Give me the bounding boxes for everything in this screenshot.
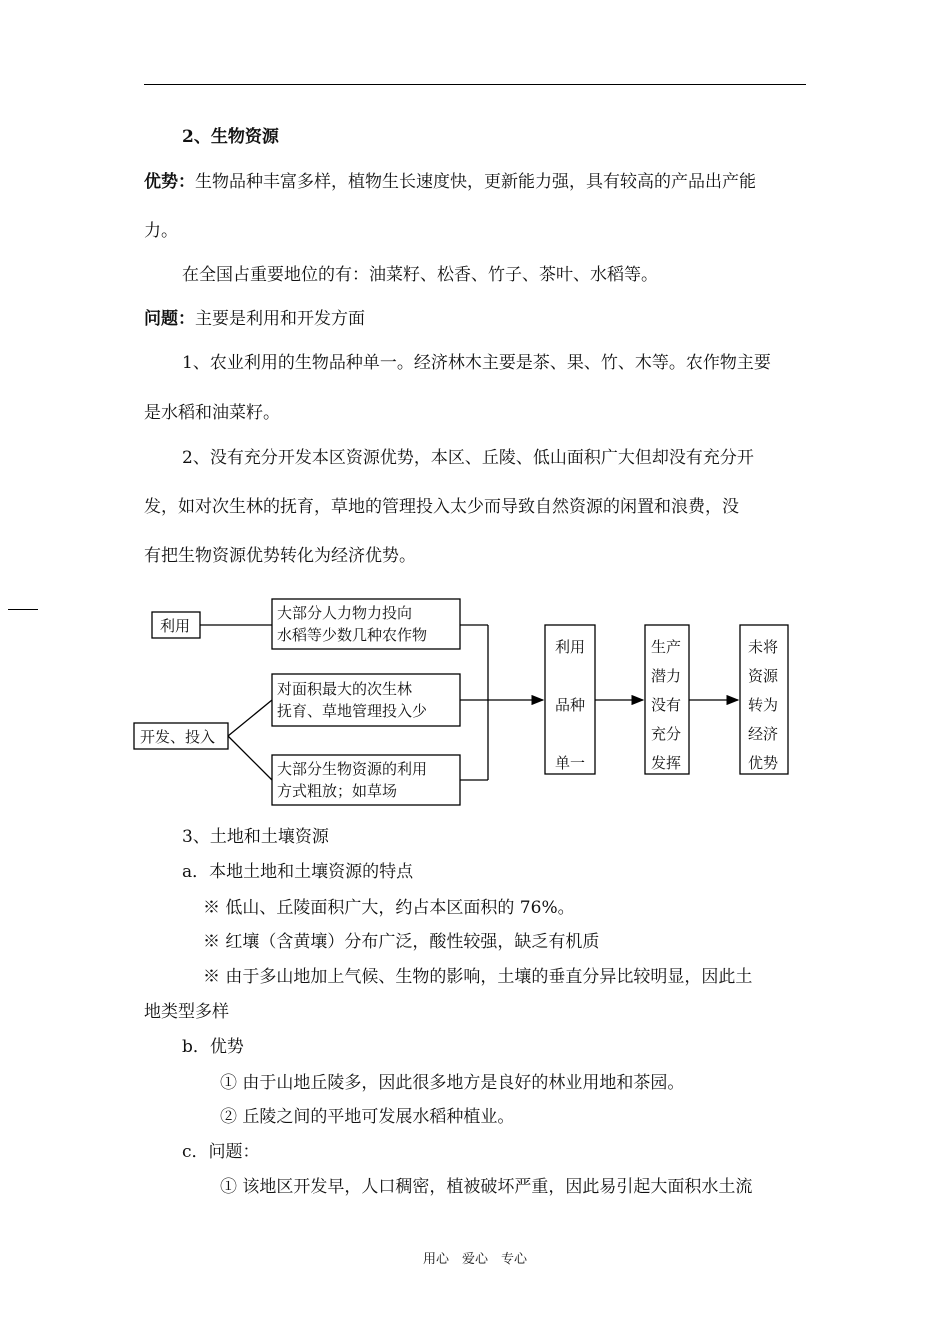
box2-line-2: 抚育、草地管理投入少 <box>277 702 428 720</box>
problem-2-line-3: 有把生物资源优势转化为经济优势。 <box>144 546 416 566</box>
problem-1-line-2: 是水稻和油菜籽。 <box>144 403 280 423</box>
vbox2-line-3: 没有 <box>651 696 682 714</box>
section-3b-heading: b．优势 <box>182 1037 244 1057</box>
section-3c-item-1: ① 该地区开发早，人口稠密，植被破坏严重，因此易引起大面积水土流 <box>220 1177 753 1197</box>
problem-label: 问题： <box>144 309 195 329</box>
develop-label: 开发、投入 <box>140 728 216 746</box>
vbox2-line-1: 生产 <box>651 638 682 656</box>
important-resources: 在全国占重要地位的有：油菜籽、松香、竹子、茶叶、水稻等。 <box>182 265 658 285</box>
problem-text: 主要是利用和开发方面 <box>195 309 365 329</box>
box1-line-1: 大部分人力物力投向 <box>277 604 413 622</box>
use-label: 利用 <box>160 617 191 635</box>
vbox1-line-1: 利用 <box>555 638 586 656</box>
problem-2-line-1: 2、没有充分开发本区资源优势，本区、丘陵、低山面积广大但却没有充分开 <box>182 448 754 468</box>
section-3a-item-3-line-1: ※ 由于多山地加上气候、生物的影响，土壤的垂直分异比较明显，因此土 <box>203 967 753 987</box>
box1-line-2: 水稻等少数几种农作物 <box>277 626 428 644</box>
section-3b-item-2: ② 丘陵之间的平地可发展水稻种植业。 <box>220 1107 515 1127</box>
vbox3-line-5: 优势 <box>748 754 779 772</box>
vbox2-line-4: 充分 <box>651 725 682 743</box>
section-3a-heading: a．本地土地和土壤资源的特点 <box>182 862 414 882</box>
advantage-text: 生物品种丰富多样，植物生长速度快，更新能力强，具有较高的产品出产能 <box>195 172 756 192</box>
section-3-heading: 3、土地和土壤资源 <box>182 827 329 847</box>
box2-line-1: 对面积最大的次生林 <box>277 680 413 698</box>
vbox2-line-2: 潜力 <box>651 667 682 685</box>
vbox1-line-2: 品种 <box>555 696 586 714</box>
section-3a-item-3-line-2: 地类型多样 <box>144 1002 229 1022</box>
vbox1-line-3: 单一 <box>555 754 586 772</box>
problem-2-line-2: 发，如对次生林的抚育，草地的管理投入太少而导致自然资源的闲置和浪费，没 <box>144 497 739 517</box>
section-3a-item-1: ※ 低山、丘陵面积广大，约占本区面积的 76%。 <box>203 898 575 918</box>
page-footer: 用心 爱心 专心 <box>422 1252 527 1267</box>
vbox3-line-4: 经济 <box>748 725 779 743</box>
vbox3-line-3: 转为 <box>748 696 779 714</box>
advantage-label: 优势： <box>144 172 195 192</box>
section-3b-item-1: ① 由于山地丘陵多，因此很多地方是良好的林业用地和茶园。 <box>220 1073 685 1093</box>
section-2-heading: 2、生物资源 <box>182 127 279 147</box>
box3-line-1: 大部分生物资源的利用 <box>277 760 428 778</box>
section-3c-heading: c．问题： <box>182 1142 260 1162</box>
box3-line-2: 方式粗放；如草场 <box>277 782 398 800</box>
vbox2-line-5: 发挥 <box>651 754 682 772</box>
advantage-continuation: 力。 <box>144 221 178 241</box>
develop-to-box2 <box>228 700 272 736</box>
section-3a-item-2: ※ 红壤（含黄壤）分布广泛，酸性较强，缺乏有机质 <box>203 932 600 952</box>
develop-to-box3 <box>228 736 272 780</box>
vbox3-line-1: 未将 <box>748 638 779 656</box>
vbox3-line-2: 资源 <box>748 667 779 685</box>
problem-1-line-1: 1、农业利用的生物品种单一。经济林木主要是茶、果、竹、木等。农作物主要 <box>182 353 771 373</box>
